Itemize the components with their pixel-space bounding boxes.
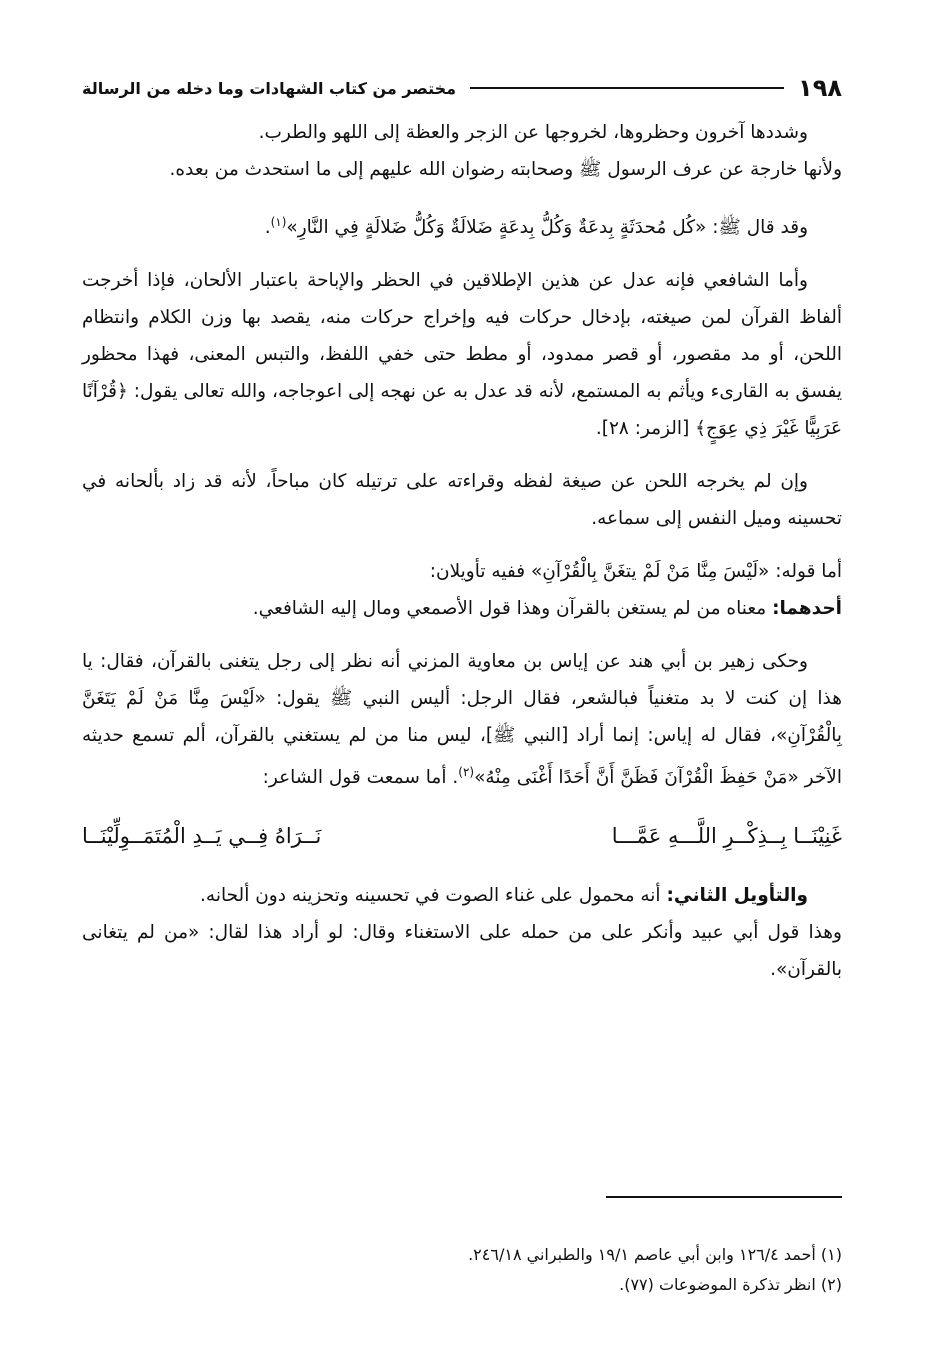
page-number: ١٩٨ xyxy=(798,74,842,102)
second-interpretation-label: والتأويل الثاني: xyxy=(666,885,808,907)
paragraph-10: وهذا قول أبي عبيد وأنكر على من حمله على الاستغناء وقال: لو أراد هذا لقال: «من لم يتغانى بالقرآن». xyxy=(82,922,842,981)
header-rule xyxy=(470,87,784,89)
poetry-verse xyxy=(82,818,842,855)
paragraph-6: أما قوله: «لَيْسَ مِنَّا مَنْ لَمْ يتغَنَّ بِالْقُرْآنِ» ففيه تأويلان: xyxy=(429,561,842,583)
hadith-quote: وقد قال ﷺ: «كُل مُحدَثَةٍ بِدعَةٌ وَكُلُّ بِدعَةٍ ضَلالَةٌ وَكُلُّ ضَلالَةٍ فِي النَّارِ» xyxy=(286,217,808,239)
verse-second-hemistich: نَــرَاهُ فِــي يَــدِ الْمُتَمَــوِلِّيْنَــا xyxy=(82,824,322,849)
paragraph-8-end: . أما سمعت قول الشاعر: xyxy=(262,767,459,789)
paragraph-8-text: وحكى زهير بن أبي هند عن إياس بن معاوية المزني أنه نظر إلى رجل يتغنى بالقرآن، فقال: يا هذا إن كنت لا بد متغنياً فبالشعر، فقال الرجل: أليس النبي ﷺ يقول: «لَيْسَ مِنَّا مَنْ لَمْ يَتَغَنَّ بِالْقُرْآنِ»، فقال له إياس: إنما أراد [النبي ﷺ]، ليس منا من لم يستغني بالقرآن، ألم تسمع حديثه الآخر «مَنْ حَفِظَ الْقُرْآنَ فَظَنَّ أَنَّ أَحَدًا أَغْنَى مِنْهُ» xyxy=(82,651,842,789)
footnote-1: (١) أحمد ١٢٦/٤ وابن أبي عاصم ١٩/١ والطبراني ٢٤٦/١٨. xyxy=(468,1245,842,1264)
paragraph-1: وشددها آخرون وحظروها، لخروجها عن الزجر والعظة إلى اللهو والطرب. xyxy=(258,122,808,143)
page-header xyxy=(82,70,842,106)
running-title: مختصر من كتاب الشهادات وما دخله من الرسالة xyxy=(82,78,457,98)
second-interpretation-text: أنه محمول على غناء الصوت في تحسينه وتحزينه دون ألحانه. xyxy=(200,885,667,907)
paragraph-2: ولأنها خارجة عن عرف الرسول ﷺ وصحابته رضوان الله عليهم إلى ما استحدث من بعده. xyxy=(169,159,842,180)
paragraph-9 xyxy=(82,877,842,914)
footnote-ref-2: (٢) xyxy=(458,765,475,780)
paragraph-4: وأما الشافعي فإنه عدل عن هذين الإطلاقين في الحظر والإباحة باعتبار الألحان، فإذا أخرجت ألفاظ القرآن لمن صيغته، بإدخال حركات فيه وإخراج حركات منه، يقصد بها وزن الكلام وانتظام اللحن، أو مد مقصور، أو قصر ممدود، أو مطط حتى خفي اللفظ، والتبس المعنى، فهذا محظور يفسق به القارىء ويأثم به المستمع، لأنه قد عدل به عن نهجه إلى اعوجاجه، والله تعالى يقول: ﴿قُرْآنًا عَرَبِيًّا غَيْرَ ذِي عِوَجٍ﴾ [الزمر: ٢٨]. xyxy=(82,270,842,440)
footnote-separator xyxy=(606,1196,842,1198)
footnote-2: (٢) انظر تذكرة الموضوعات (٧٧). xyxy=(619,1275,842,1294)
footnote-ref-1: (١) xyxy=(270,215,287,229)
paragraph-5: وإن لم يخرجه اللحن عن صيغة لفظه وقراءته على ترتيله كان مباحاً، لأنه قد زاد بألحانه في تحسينه وميل النفس إلى سماعه. xyxy=(82,471,842,530)
verse-first-hemistich: غَنِيْنَــا بِــذِكْــرِ اللَّـــهِ عَمَّـــا xyxy=(611,824,842,849)
first-interpretation-label: أحدهما: xyxy=(772,598,842,620)
paragraph-7 xyxy=(82,590,842,627)
main-text xyxy=(82,114,842,988)
paragraph-3-end: . xyxy=(264,217,271,239)
footnotes xyxy=(82,1240,842,1300)
first-interpretation-text: معناه من لم يستغن بالقرآن وهذا قول الأصمعي ومال إليه الشافعي. xyxy=(252,598,773,620)
paragraph-3 xyxy=(82,204,842,246)
paragraph-8 xyxy=(82,643,842,796)
